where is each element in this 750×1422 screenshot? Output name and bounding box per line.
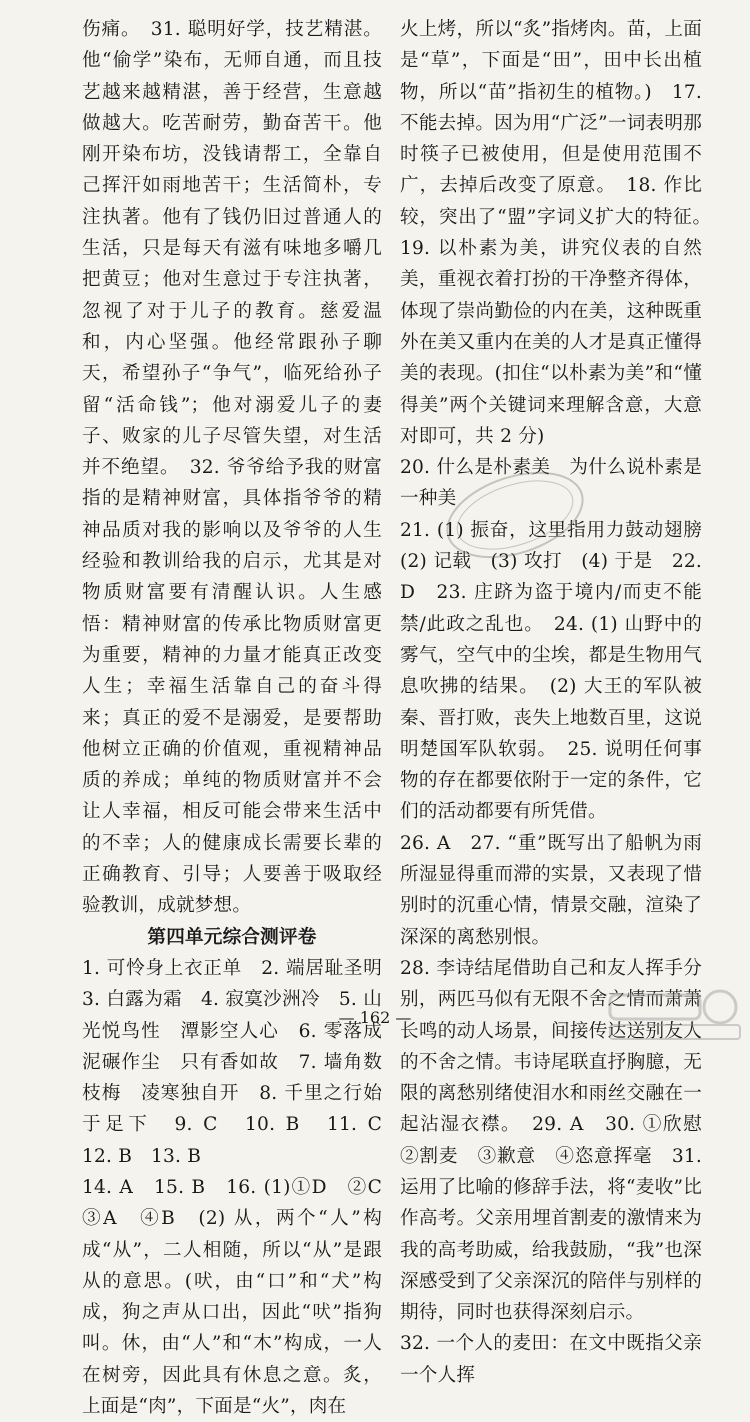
answer-paragraph: 20. 什么是朴素美 为什么说朴素是一种美 xyxy=(400,457,702,510)
left-column xyxy=(82,14,401,1422)
answer-paragraph: 26. A 27. “重”既写出了船帆为雨所湿显得重而滞的实景，又表现了惜别时的沉重心情，情景交融，渲染了深深的离愁别恨。 xyxy=(400,832,702,948)
answer-paragraph: 28. 李诗结尾借助自己和友人挥手分别，两匹马似有无限不舍之情而萧萧长鸣的动人场景，间接传达送别友人的不舍之情。韦诗尾联直抒胸臆，无限的离愁别绪使泪水和雨丝交融在一起沾湿衣襟。 29. A 30. ①欣慰 ②割麦 ③歉意 ④恣意挥毫 31. 运用了比喻的修辞手法，将“麦收”比作高考。父亲用埋首割麦的激情来为我的高考助威，给我鼓励，“我”也深深感受到了父亲深沉的陪伴与别样的期待，同时也获得深刻启示。 xyxy=(400,957,721,1324)
right-column xyxy=(400,14,721,1391)
answer-paragraph: 1. 可怜身上衣正单 2. 端居耻圣明 3. 白露为霜 4. 寂寞沙洲冷 5. 山光悦鸟性 潭影空人心 6. 零落成泥碾作尘 只有香如故 7. 墙角数枝梅 凌寒独自开 8. 千里之行始于足下 9. C 10. B 11. C 12. B 13. B xyxy=(82,957,401,1167)
answer-paragraph: 伤痛。 31. 聪明好学，技艺精湛。他“偷学”染布，无师自通，而且技艺越来越精湛，善于经营，生意越做越大。吃苦耐劳，勤奋苦干。他刚开染布坊，没钱请帮工，全靠自己挥汗如雨地苦干；生活简朴，专注执著。他有了钱仍旧过普通人的生活，只是每天有滋有味地多嚼几把黄豆；他对生意过于专注执著，忽视了对于儿子的教育。慈爱温和，内心坚强。他经常跟孙子聊天，希望孙子“争气”，临死给孙子留“活命钱”；他对溺爱儿子的妻子、败家的儿子尽管失望，对生活并不绝望。 32. 爷爷给予我的财富指的是精神财富，具体指爷爷的精神品质对我的影响以及爷爷的人生经验和教训给我的启示，尤其是对物质财富要有清醒认识。人生感悟：精神财富的传承比物质财富更为重要，精神的力量才能真正改变人生；幸福生活靠自己的奋斗得来；真正的爱不是溺爱，是要帮助他树立正确的价值观，重视精神品质的养成；单纯的物质财富并不会让人幸福，相反可能会带来生活中的不幸；人的健康成长需要长辈的正确教育、引导；人要善于吸取经验教训，成就梦想。 xyxy=(82,19,382,917)
answer-paragraph: 21. (1) 振奋，这里指用力鼓动翅膀 (2) 记载 (3) 攻打 (4) 于是 22. D 23. 庄跻为盗于境内/而吏不能禁/此政之乱也。 24. (1) 山野中的雾气，空气中的尘埃，都是生物用气息吹拂的结果。 (2) 大王的军队被秦、晋打败，丧失上地数百里，这说明楚国军队软弱。 25. 说明任何事物的存在都要依附于一定的条件，它们的活动都要有所凭借。 xyxy=(400,519,721,823)
answer-paragraph: 火上烤，所以“炙”指烤肉。苗，上面是“草”，下面是“田”，田中长出植物，所以“苗”指初生的植物。) 17. 不能去掉。因为用“广泛”一词表明那时筷子已被使用，但是使用范围不广，去掉后改变了原意。 18. 作比较，突出了“盟”字词义扩大的特征。 19. 以朴素为美，讲究仪表的自然美，重视衣着打扮的干净整齐得体，体现了崇尚勤俭的内在美，这种既重外在美又重内在美的人才是真正懂得美的表现。(扣住“以朴素为美”和“懂得美”两个关键词来理解含意，大意对即可，共 2 分) xyxy=(400,19,721,447)
answer-paragraph: 32. 一个人的麦田：在文中既指父亲一个人挥 xyxy=(400,1333,702,1386)
answer-paragraph: 14. A 15. B 16. (1)①D ②C ③A ④B (2) 从，两个“人”构成“从”，二人相随，所以“从”是跟从的意思。(吠，由“口”和“犬”构成，狗之声从口出，因此“吠”指狗叫。休，由“人”和“木”构成，一人在树旁，因此具有休息之意。炙，上面是“肉”，下面是“火”，肉在 xyxy=(82,1176,401,1418)
section-heading: 第四单元综合测评卷 xyxy=(147,926,317,948)
page-number: — 162 — xyxy=(338,1008,412,1027)
